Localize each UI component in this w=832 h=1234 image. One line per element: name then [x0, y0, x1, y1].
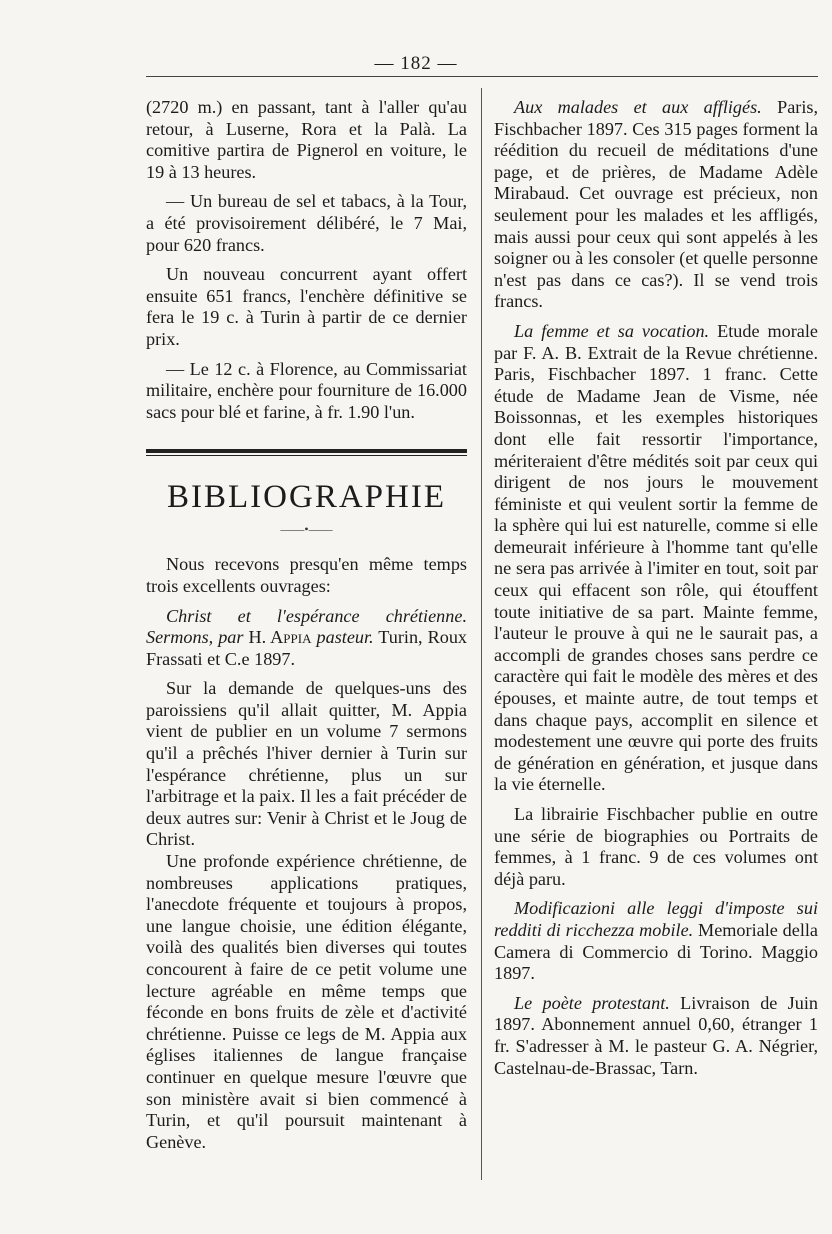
paragraph-concurrent: Un nouveau concurrent ayant offert ensuite 651 francs, l'enchère définitive se fera le 19 c. à Turin à partir de ce dernier prix. [146, 264, 467, 349]
paragraph-bureau-sel: — Un bureau de sel et tabacs, à la Tour, a été provisoirement délibéré, le 7 Mai, pour 620 francs. [146, 191, 467, 255]
book-description: Etude morale par F. A. B. Extrait de la Revue chrétienne. Paris, Fischbacher 1897. 1 franc. Cette étude de Madame Jean de Visme, née Boissonnas, et les exemples historiques dont elle fait ressortir l'importance, mériteraient d'être médités soit par ceux qui dirigent de nos jours le mouvement féministe et qui veulent sortir la femme de la sphère qui lui est naturelle, comme si elle demeurait inférieure à l'homme tant qu'elle ne sera pas arrivée à l'imiter en tout, soit par ceux qui effacent son rôle, qui étouffent toute initiative de sa part. Mainte femme, l'auteur le prouve à qui ne le saurait pas, a accompli de grandes choses sans perdre ce caractère qui fait le modèle des mères et des épouses, et mainte autre, de tout temps et dans chaque pays, accomplit en silence et modestement une œuvre qui porte des fruits de génération en génération, et jusque dans la vie éternelle. [494, 320, 818, 795]
book-entry-femme [494, 321, 818, 796]
book-entry-modificazioni [494, 898, 818, 984]
book-description: Livraison de Juin 1897. Abonnement annuel 0,60, étranger 1 fr. S'adresser à M. le pasteur G. A. Négrier, Castelnau-de-Brassac, Tarn. [494, 992, 818, 1078]
paragraph-excursion: (2720 m.) en passant, tant à l'aller qu'au retour, à Luserne, Rora et la Palà. La comitive partira de Pignerol en voiture, le 19 à 13 heures. [146, 97, 467, 182]
book-entry-malades [494, 97, 818, 313]
book-title: Le poète protestant. [514, 992, 670, 1013]
book-author: H. Appia [248, 627, 312, 648]
column-divider [481, 88, 482, 1180]
book-description: Paris, Fischbacher 1897. Ces 315 pages forment la réédition du recueil de méditations d'une page, et de prières, de Madame Adèle Mirabaud. Cet ouvrage est précieux, non seulement pour les malades et les affligés, mais aussi pour ceux qui sont appelés à les soigner ou à les consoler (et quelle personne n'est pas dans ce cas?). Il se vend trois francs. [494, 97, 818, 312]
section-divider [146, 449, 467, 456]
book-author-role: pasteur. [316, 627, 374, 648]
paragraph-experience: Une profonde expérience chrétienne, de nombreuses applications pratiques, l'anecdote fréquente et toujours à propos, une langue choisie, une édition élégante, voilà des qualités bien diverses qui toutes concourent à faire de ce petit volume une lecture agréable en même temps que féconde en bons fruits de zèle et d'activité chrétienne. Puisse ce legs de M. Appia aux églises italiennes de langue française continuer en quelque mesure l'œuvre que son ministère avait si bien commencé à Turin, et qu'il poursuit maintenant à Genève. [146, 851, 467, 1152]
paragraph-intro: Nous recevons presqu'en même temps trois excellents ouvrages: [146, 554, 467, 596]
book-publisher: Turin, Roux Frassati et C.e 1897. [146, 627, 468, 669]
right-column [494, 97, 818, 1079]
page-number: — 182 — [374, 53, 458, 74]
book-title: Aux malades et aux affligés. [514, 97, 762, 117]
book-title: Christ et l'espérance chrétienne. Sermons, par [146, 605, 467, 648]
book-title: La femme et sa vocation. [514, 320, 710, 341]
book-description: Memoriale della Camera di Commercio di Torino. Maggio 1897. [494, 919, 818, 984]
paragraph-appia: Sur la demande de quelques-uns des paroissiens qu'il allait quitter, M. Appia vient de publier en un volume 7 sermons qu'il a prêchés l'hiver dernier à Turin sur l'espérance chrétienne, plus un sur l'arbitrage et la paix. Il les a fait précéder de deux autres sur: Venir à Christ et le Joug de Christ. [146, 678, 467, 850]
header-rule [146, 76, 818, 77]
paragraph-florence: — Le 12 c. à Florence, au Commissariat militaire, enchère pour fourniture de 16.000 sacs pour blé et farine, à fr. 1.90 l'un. [146, 358, 467, 422]
ornament: ——•—— [280, 522, 333, 537]
book-entry-poete [494, 993, 818, 1079]
paragraph-fischbacher: La librairie Fischbacher publie en outre une série de biographies ou Portraits de femmes, à 1 franc. 9 de ces volumes ont déjà paru. [494, 804, 818, 889]
book-entry-christ [146, 606, 467, 671]
section-title: BIBLIOGRAPHIE [167, 479, 446, 516]
left-column [146, 97, 467, 1153]
book-title: Modificazioni alle leggi d'imposte sui redditi di ricchezza mobile. [494, 898, 818, 940]
